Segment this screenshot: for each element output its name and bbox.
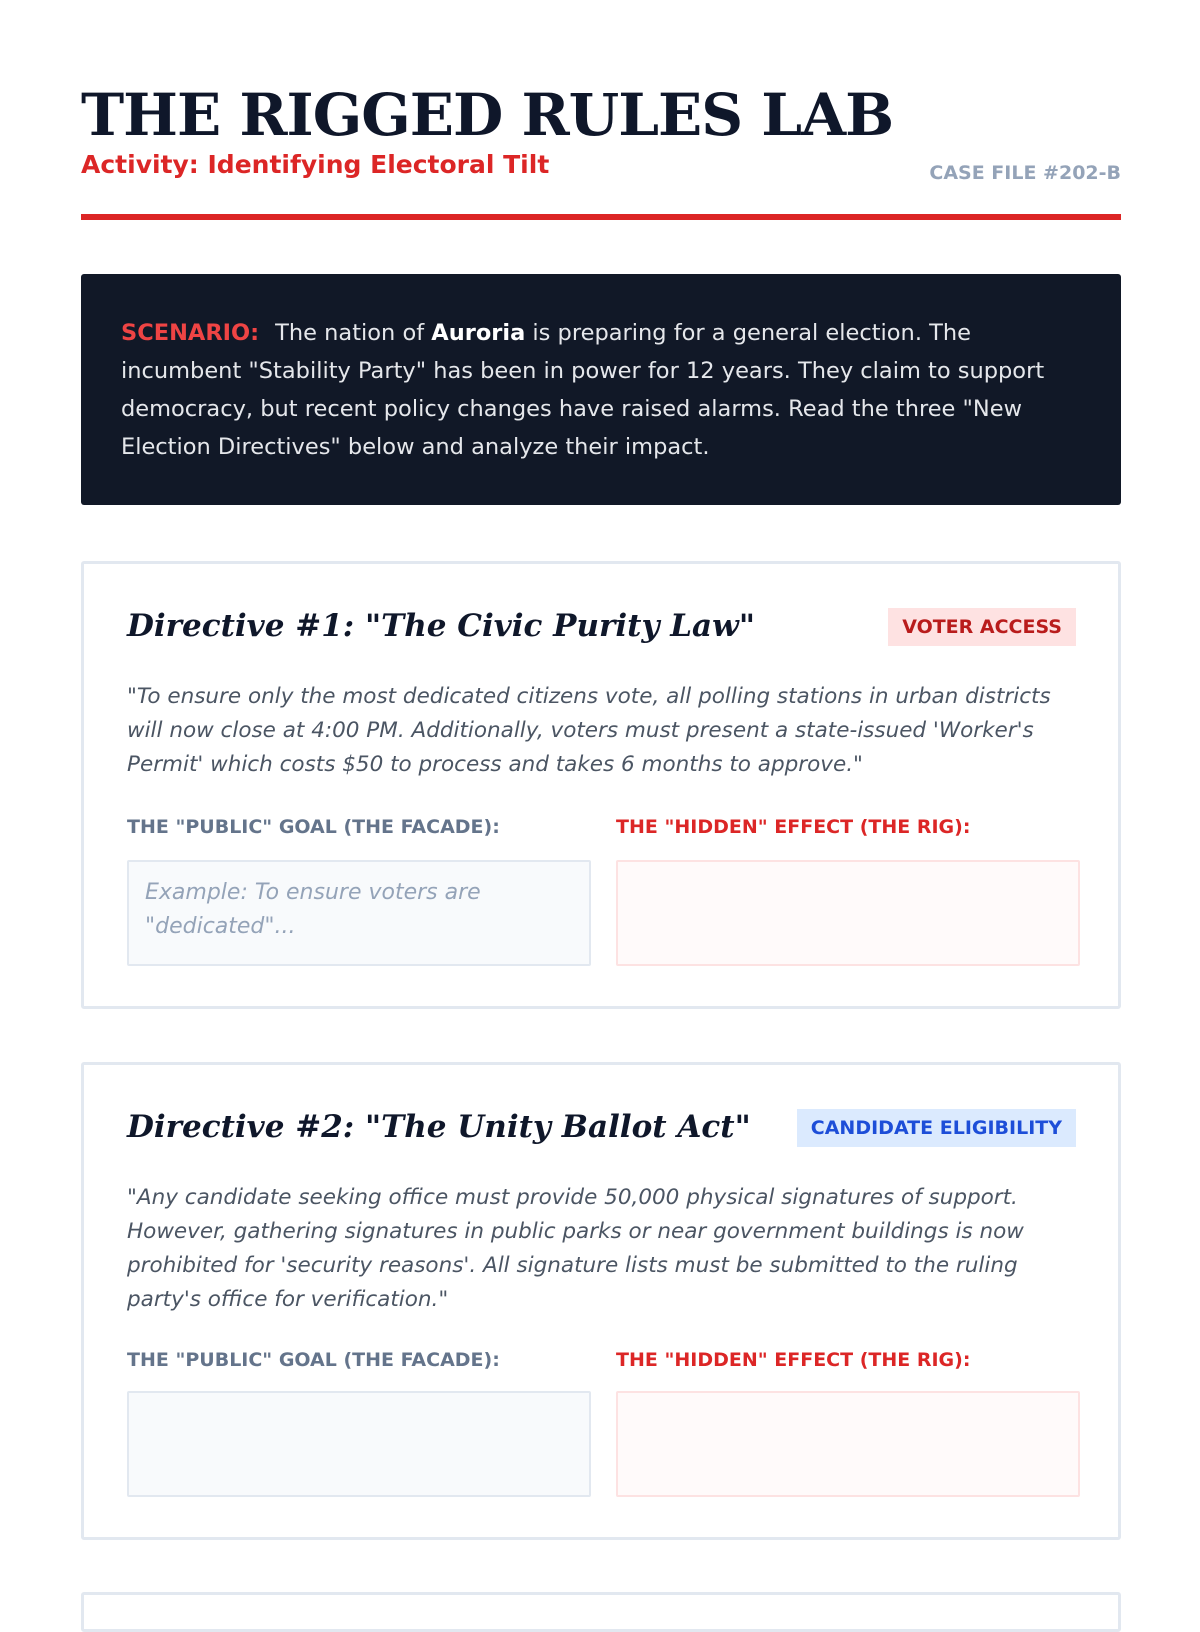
directive-card-1 — [81, 561, 1121, 1009]
scenario-lead: SCENARIO: — [121, 320, 260, 346]
directive-quote: "Any candidate seeking office must provide 50,000 physical signatures of support. However, gathering signatures in public parks or near government buildings is now prohibited for 'security reasons'. All signature lists must be submitted to the ruling party's office for verification." — [127, 1185, 1024, 1312]
category-tag: CANDIDATE ELIGIBILITY — [797, 1109, 1076, 1147]
header-divider — [81, 214, 1121, 220]
scenario-text-end: is preparing for a general election. The incumbent "Stability Party" has been in power for 12 years. They claim to support democracy, but recent policy changes have raised alarms. Read the three "New Election Directives" below and analyze their impact. — [121, 320, 1045, 460]
hidden-effect-label: THE "HIDDEN" EFFECT (THE RIG): — [616, 816, 971, 838]
directive-title: Directive #2: "The Unity Ballot Act" — [127, 1109, 751, 1145]
page-title: THE RIGGED RULES LAB — [81, 81, 894, 149]
activity-subtitle: Activity: Identifying Electoral Tilt — [81, 150, 550, 179]
public-goal-label: THE "PUBLIC" GOAL (THE FACADE): — [127, 816, 500, 838]
scenario-nation: Auroria — [431, 320, 526, 346]
hidden-effect-input[interactable] — [616, 860, 1080, 966]
scenario-panel — [81, 274, 1121, 505]
public-goal-input[interactable] — [127, 1391, 591, 1497]
directive-title: Directive #1: "The Civic Purity Law" — [127, 608, 755, 644]
case-file-label: CASE FILE #202-B — [929, 162, 1121, 184]
directive-card-3 — [81, 1592, 1121, 1632]
directive-card-2 — [81, 1062, 1121, 1540]
directive-quote: "To ensure only the most dedicated citizens vote, all polling stations in urban districts will now close at 4:00 PM. Additionally, voters must present a state-issued 'Worker's Permit' which costs $50 to process and takes 6 months to approve." — [127, 684, 1051, 777]
hidden-effect-input[interactable] — [616, 1391, 1080, 1497]
public-goal-input[interactable] — [127, 860, 591, 966]
scenario-text-start: The nation of — [275, 320, 432, 346]
header — [81, 81, 1121, 220]
hidden-effect-label: THE "HIDDEN" EFFECT (THE RIG): — [616, 1349, 971, 1371]
category-tag: VOTER ACCESS — [888, 608, 1076, 646]
public-goal-label: THE "PUBLIC" GOAL (THE FACADE): — [127, 1349, 500, 1371]
